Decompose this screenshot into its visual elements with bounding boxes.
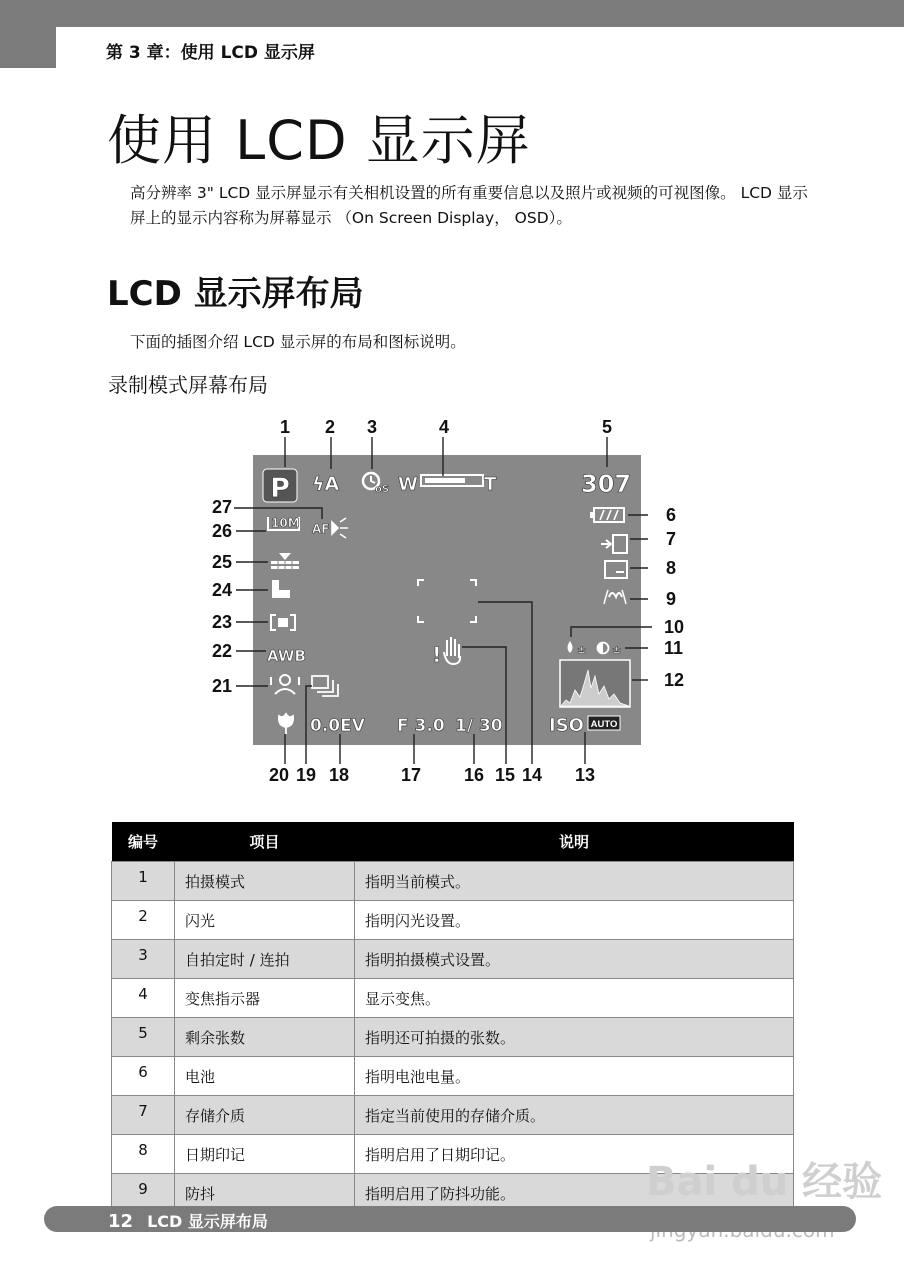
- row-desc: 指明当前模式。: [355, 862, 794, 901]
- footer: [108, 1209, 268, 1232]
- callout-8: 8: [666, 558, 677, 578]
- table-row: [112, 1096, 794, 1135]
- white-balance: AWB: [267, 647, 306, 665]
- header-desc: 说明: [355, 822, 794, 862]
- svg-text:oS: oS: [375, 484, 390, 495]
- row-desc: 指明启用了防抖功能。: [355, 1174, 794, 1213]
- callout-3: 3: [366, 417, 378, 437]
- row-item: 拍摄模式: [175, 862, 355, 901]
- callout-9: 9: [666, 589, 677, 609]
- callout-1: 1: [279, 417, 291, 437]
- row-item: 防抖: [175, 1174, 355, 1213]
- row-item: 剩余张数: [175, 1018, 355, 1057]
- page-number: 12: [108, 1211, 134, 1232]
- table-row: [112, 940, 794, 979]
- resolution-icon: [268, 516, 300, 530]
- row-item: 日期印记: [175, 1135, 355, 1174]
- section-description: 下面的插图介绍 LCD 显示屏的布局和图标说明。: [130, 333, 466, 351]
- callout-7: 7: [666, 529, 677, 549]
- table-row: [112, 862, 794, 901]
- zoom-t: T: [484, 474, 497, 495]
- row-desc: 指明闪光设置。: [355, 901, 794, 940]
- header-item: 项目: [175, 822, 355, 862]
- resolution-label: 10M: [271, 516, 300, 530]
- callout-14: 14: [521, 765, 543, 785]
- row-desc: 显示变焦。: [355, 979, 794, 1018]
- callout-27: 27: [211, 497, 232, 517]
- footer-label: LCD 显示屏布局: [147, 1212, 268, 1231]
- shake-warning-icon: !: [432, 643, 442, 667]
- callout-12: 12: [664, 670, 685, 690]
- callout-23: 23: [211, 612, 232, 632]
- row-num: 4: [112, 979, 175, 1018]
- callout-26: 26: [211, 521, 232, 541]
- callout-25: 25: [211, 552, 232, 572]
- aperture: F 3.0: [397, 716, 445, 736]
- row-desc: 指明电池电量。: [355, 1057, 794, 1096]
- callout-24: 24: [211, 580, 232, 600]
- callout-21: 21: [211, 676, 232, 696]
- row-num: 2: [112, 901, 175, 940]
- callout-18: 18: [328, 765, 350, 785]
- shutter-speed: 1/ 30: [455, 716, 503, 736]
- iso-value: AUTO: [590, 719, 618, 730]
- table-row: [112, 1018, 794, 1057]
- exposure-value: 0.0EV: [310, 716, 365, 736]
- row-item: 存储介质: [175, 1096, 355, 1135]
- row-desc: 指明还可拍摄的张数。: [355, 1018, 794, 1057]
- row-num: 3: [112, 940, 175, 979]
- page-title: 使用 LCD 显示屏: [107, 109, 531, 172]
- row-item: 闪光: [175, 901, 355, 940]
- callout-4: 4: [438, 417, 450, 437]
- row-desc: 指明拍摄模式设置。: [355, 940, 794, 979]
- row-num: 8: [112, 1135, 175, 1174]
- table-row: [112, 979, 794, 1018]
- top-bar-tab: [0, 0, 56, 68]
- header-num: 编号: [112, 822, 175, 862]
- callout-6: 6: [666, 505, 677, 525]
- row-item: 自拍定时 / 连拍: [175, 940, 355, 979]
- callout-17: 17: [400, 765, 422, 785]
- shots-remaining: 307: [581, 470, 632, 498]
- flash-icon: ϟA: [312, 473, 340, 495]
- histogram: [560, 660, 630, 707]
- row-item: 变焦指示器: [175, 979, 355, 1018]
- iso-label: ISO: [549, 715, 584, 736]
- row-num: 7: [112, 1096, 175, 1135]
- row-num: 6: [112, 1057, 175, 1096]
- callout-10: 10: [664, 617, 685, 637]
- row-desc: 指定当前使用的存储介质。: [355, 1096, 794, 1135]
- row-desc: 指明启用了日期印记。: [355, 1135, 794, 1174]
- section-title: LCD 显示屏布局: [107, 274, 364, 314]
- callout-16: 16: [463, 765, 485, 785]
- lcd-layout-diagram: [0, 400, 904, 800]
- callout-15: 15: [494, 765, 516, 785]
- table-row: [112, 901, 794, 940]
- callout-19: 19: [295, 765, 317, 785]
- zoom-w: W: [398, 474, 418, 495]
- subsection-title: 录制模式屏幕布局: [108, 373, 268, 397]
- row-num: 9: [112, 1174, 175, 1213]
- table-header-row: [112, 822, 794, 862]
- chapter-header: 第 3 章：使用 LCD 显示屏: [106, 43, 315, 63]
- intro-paragraph: 高分辨率 3" LCD 显示屏显示有关相机设置的所有重要信息以及照片或视频的可视图像。 LCD 显示屏上的显示内容称为屏幕显示 （On Screen Display， OSD）。: [130, 184, 808, 227]
- row-item: 电池: [175, 1057, 355, 1096]
- callout-13: 13: [574, 765, 596, 785]
- watermark-logo: Bai du 经验: [646, 1159, 883, 1205]
- callout-5: 5: [601, 417, 613, 437]
- af-label: AF: [312, 522, 330, 536]
- table-row: [112, 1057, 794, 1096]
- row-num: 5: [112, 1018, 175, 1057]
- callout-11: 11: [664, 638, 684, 658]
- adjust-signs: ± ±: [577, 643, 633, 656]
- row-num: 1: [112, 862, 175, 901]
- callout-22: 22: [211, 641, 232, 661]
- callout-2: 2: [324, 417, 336, 437]
- callout-20: 20: [268, 765, 290, 785]
- top-bar: [0, 0, 904, 27]
- saturation-contrast-icons: [568, 641, 633, 656]
- mode-label: P: [270, 473, 290, 504]
